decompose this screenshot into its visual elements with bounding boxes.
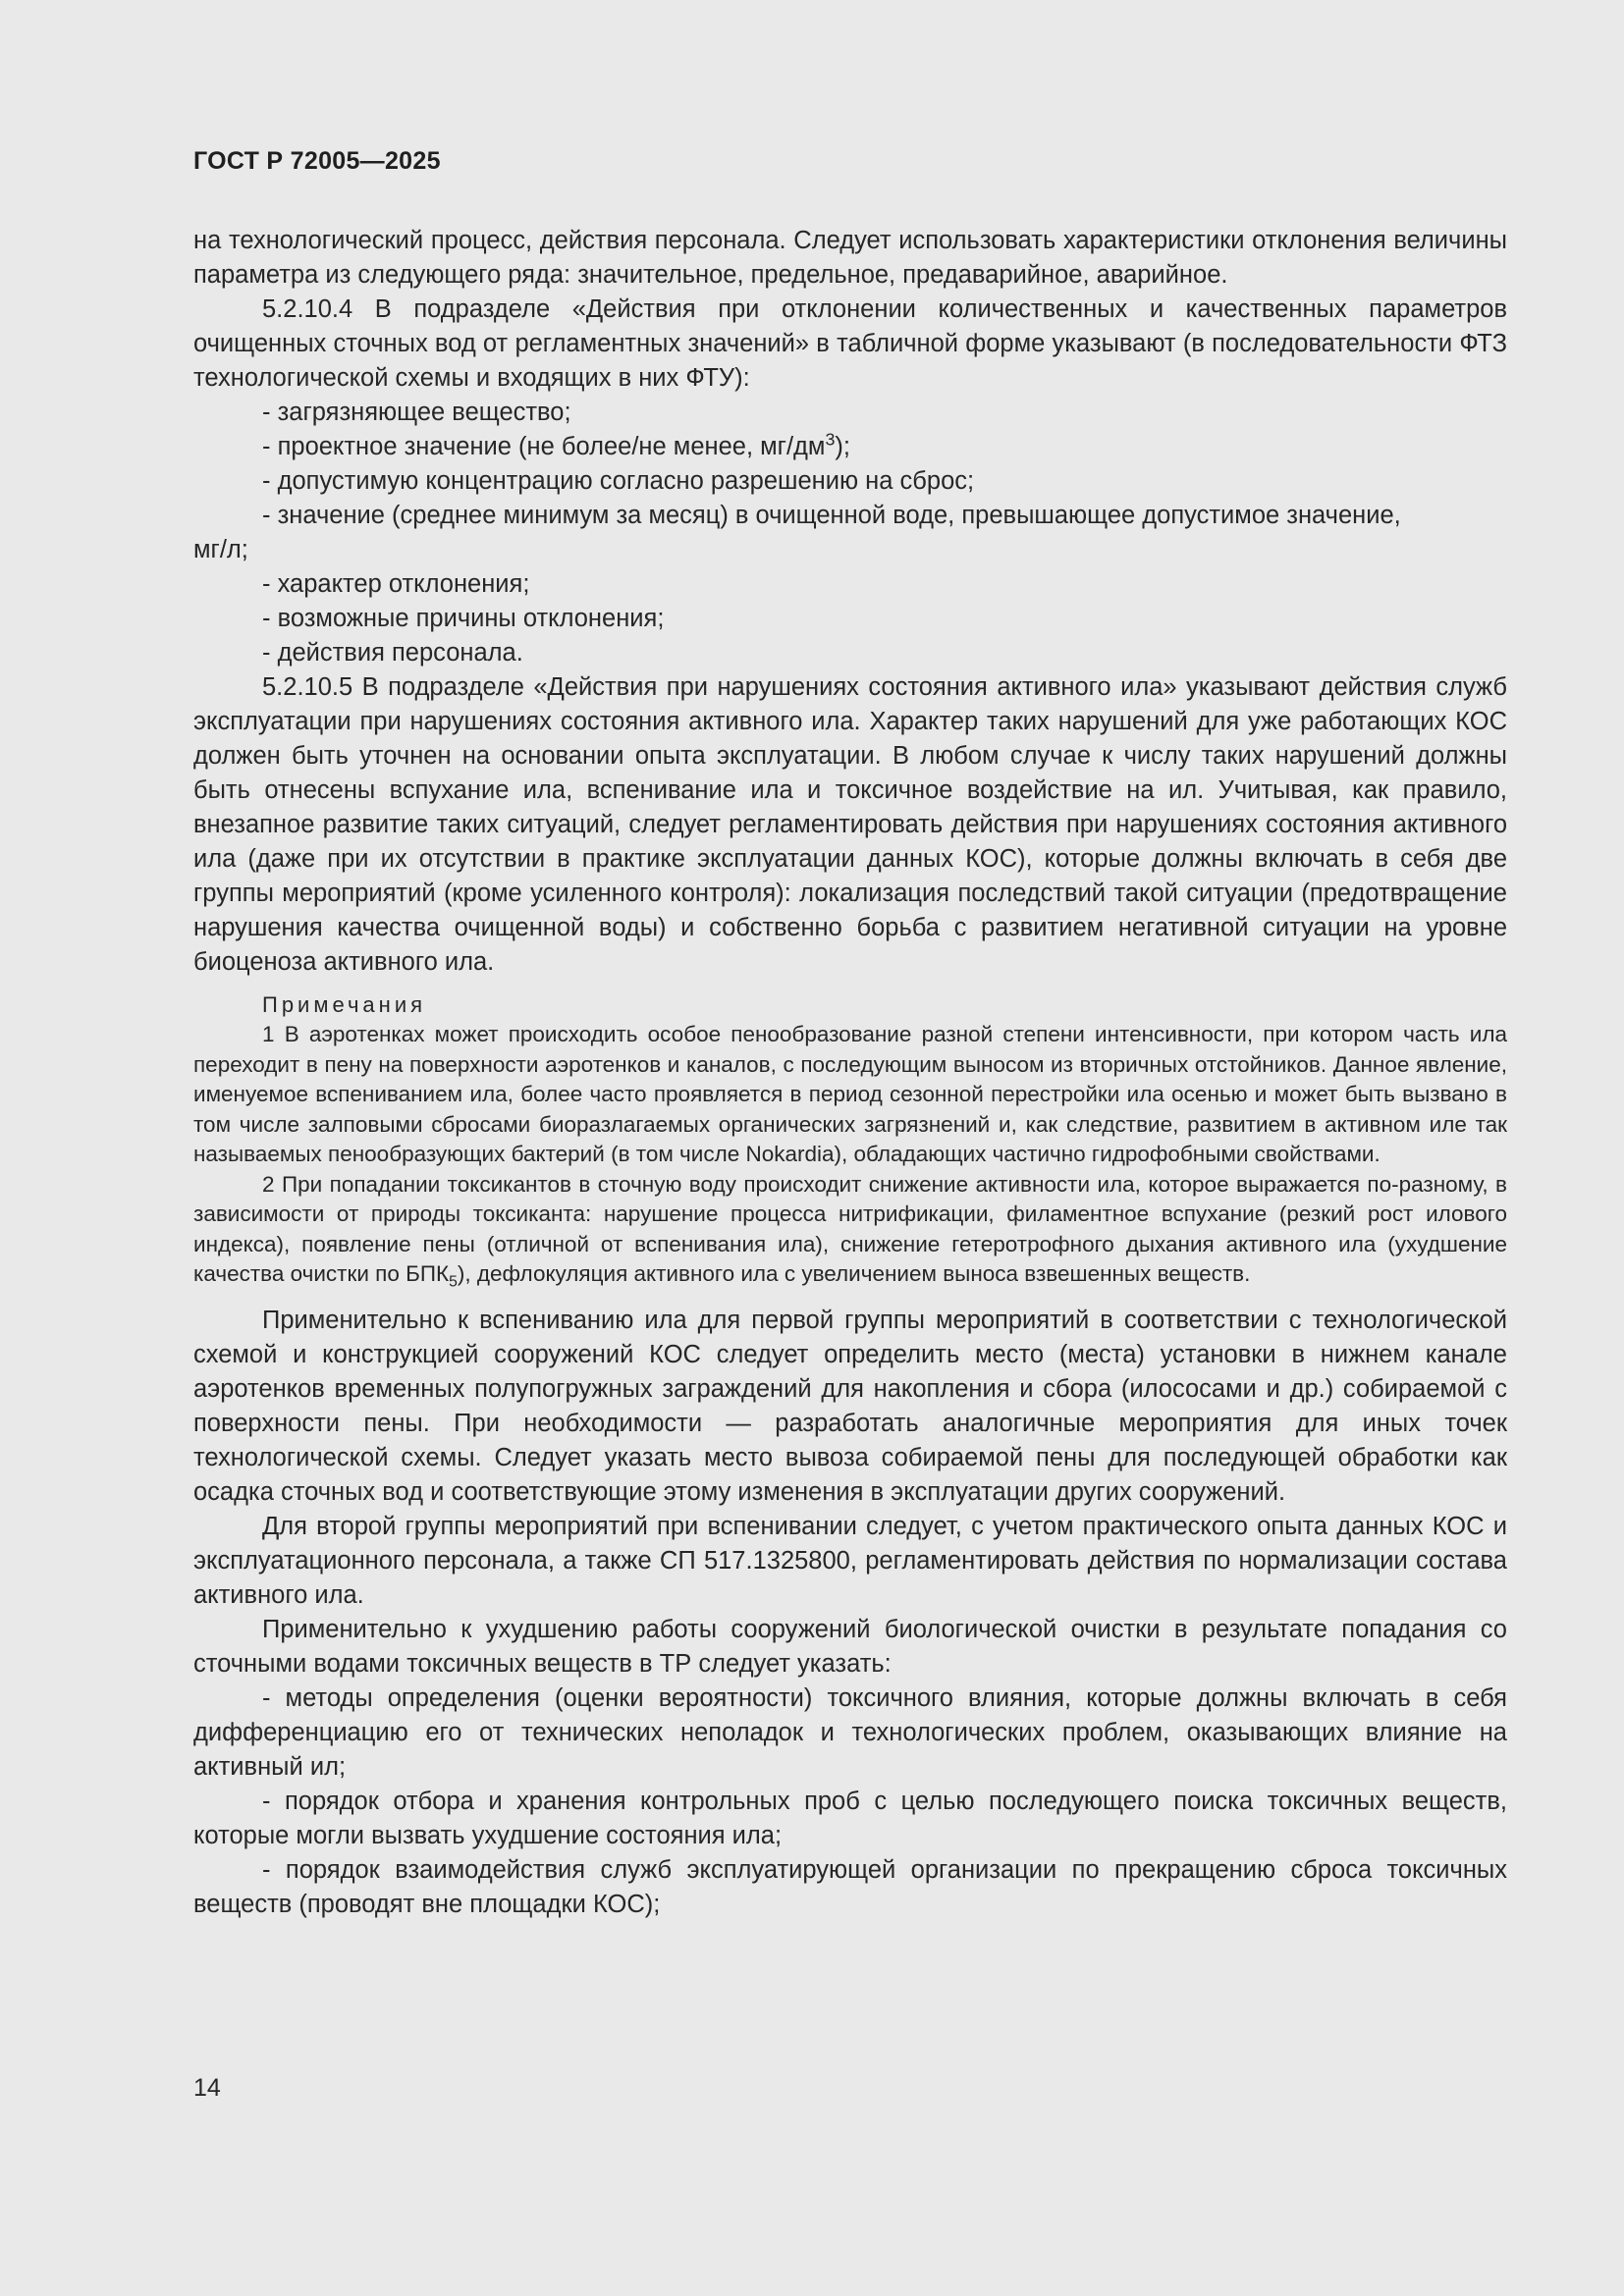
paragraph-second-group: Для второй группы мероприятий при вспенивании следует, с учетом практического опыта данных КОС и эксплуатационного персонала, а также СП 517.1325800, регламентировать действия по нормализации состава активного ила. xyxy=(193,1512,1507,1609)
list-item-text-end: ); xyxy=(835,433,850,460)
list-item xyxy=(193,430,1507,464)
paragraph-5-2-10-4: 5.2.10.4 В подразделе «Действия при отклонении количественных и качественных параметров очищенных сточных вод от регламентных значений» в табличной форме указывают (в последовательности ФТЗ технологической схемы и входящих в них ФТУ): xyxy=(193,295,1507,392)
toxic-measures-list xyxy=(193,1682,1507,1922)
page-content xyxy=(193,224,1507,1922)
subscript: 5 xyxy=(449,1273,458,1291)
note-2-text-end: ), дефлокуляция активного ила с увеличением выноса взвешенных веществ. xyxy=(457,1261,1251,1286)
list-item: - допустимую концентрацию согласно разрешению на сброс; xyxy=(262,467,975,495)
list-item: - действия персонала. xyxy=(262,639,523,667)
list-item: - характер отклонения; xyxy=(262,570,530,598)
list-item: - порядок взаимодействия служб эксплуатирующей организации по прекращению сброса токсичных веществ (проводят вне площадки КОС); xyxy=(193,1855,1507,1918)
notes-block xyxy=(193,990,1507,1290)
list-item: - методы определения (оценки вероятности) токсичного влияния, которые должны включать в себя дифференциацию его от технических неполадок и технологических проблем, оказывающих влияние на активный ил; xyxy=(193,1683,1507,1781)
note-2-text: 2 При попадании токсикантов в сточную воду происходит снижение активности ила, которое выражается по-разному, в зависимости от природы токсиканта: нарушение процесса нитрификации, филаментное вспухание (резкий рост илового индекса), появление пены (отличной от вспенивания ила), снижение гетеротрофного дыхания активного ила (ухудшение качества очистки по БПК xyxy=(193,1171,1507,1286)
document-code-header: ГОСТ Р 72005—2025 xyxy=(193,147,441,175)
list-item: - загрязняющее вещество; xyxy=(262,399,571,426)
paragraph-foam-measures: Применительно к вспениванию ила для первой группы мероприятий в соответствии с технологической схемой и конструкцией сооружений КОС следует определить место (места) установки в нижнем канале аэротенков временных полупогружных заграждений для накопления и сбора (илососами и др.) собираемой с поверхности пены. При необходимости — разработать аналогичные мероприятия для иных точек технологической схемы. Следует указать место вывоза собираемой пены для последующей обработки как осадка сточных вод и соответствующие этому изменения в эксплуатации других сооружений. xyxy=(193,1306,1507,1506)
list-item-continuation: мг/л; xyxy=(193,536,248,563)
list-item: - значение (среднее минимум за месяц) в очищенной воде, превышающее допустимое значение, xyxy=(262,502,1401,529)
list-item-text: - проектное значение (не более/не менее, мг/дм xyxy=(262,433,826,460)
paragraph-toxic: Применительно к ухудшению работы сооружений биологической очистки в результате попадания со сточными водами токсичных веществ в ТР следует указать: xyxy=(193,1615,1507,1678)
paragraph-5-2-10-5: 5.2.10.5 В подразделе «Действия при нарушениях состояния активного ила» указывают действия служб эксплуатации при нарушениях состояния активного ила. Характер таких нарушений для уже работающих КОС должен быть уточнен на основании опыта эксплуатации. В любом случае к числу таких нарушений должны быть отнесены вспухание ила, вспенивание ила и токсичное воздействие на ил. Учитывая, как правило, внезапное развитие таких ситуаций, следует регламентировать действия при нарушениях состояния активного ила (даже при их отсутствии в практике эксплуатации данных КОС), которые должны включать в себя две группы мероприятий (кроме усиленного контроля): локализация последствий такой ситуации (предотвращение нарушения качества очищенной воды) и собственно борьба с развитием негативной ситуации на уровне биоценоза активного ила. xyxy=(193,673,1507,976)
page-number: 14 xyxy=(193,2074,221,2102)
superscript: 3 xyxy=(825,429,836,450)
parameters-list xyxy=(193,396,1507,670)
notes-title: Примечания xyxy=(262,992,427,1017)
paragraph-continuation: на технологический процесс, действия персонала. Следует использовать характеристики отклонения величины параметра из следующего ряда: значительное, предельное, предаварийное, аварийное. xyxy=(193,227,1507,289)
note-2 xyxy=(193,1170,1507,1290)
list-item: - возможные причины отклонения; xyxy=(262,605,665,632)
note-1: 1 В аэротенках может происходить особое пенообразование разной степени интенсивности, при котором часть ила переходит в пену на поверхности аэротенков и каналов, с последующим выносом из вторичных отстойников. Данное явление, именуемое вспениванием ила, более часто проявляется в период сезонной перестройки ила осенью и может быть вызвано в том числе залповыми сбросами биоразлагаемых органических загрязнений и, как следствие, развитием в активном иле так называемых пенообразующих бактерий (в том числе Nokardia), обладающих частично гидрофобными свойствами. xyxy=(193,1022,1507,1166)
list-item: - порядок отбора и хранения контрольных проб с целью последующего поиска токсичных веществ, которые могли вызвать ухудшение состояния ила; xyxy=(193,1787,1507,1849)
